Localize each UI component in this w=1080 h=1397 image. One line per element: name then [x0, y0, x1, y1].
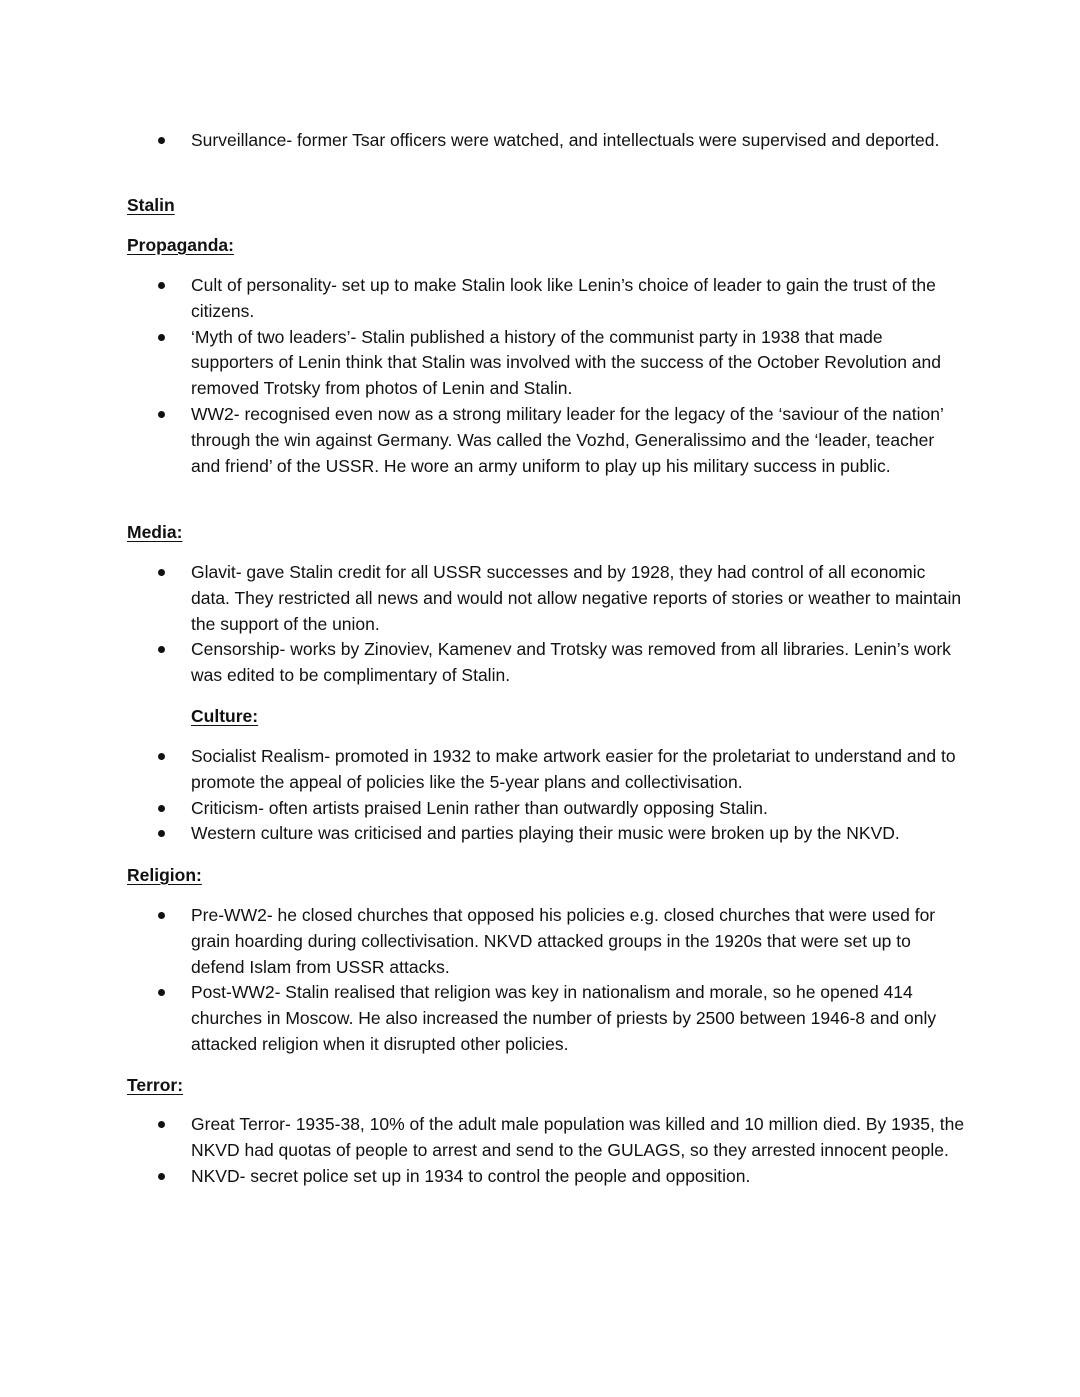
list-item: Criticism- often artists praised Lenin rather than outwardly opposing Stalin.: [127, 796, 967, 822]
propaganda-list: [127, 273, 967, 479]
section-heading-religion: Religion:: [127, 865, 202, 885]
list-item: Post-WW2- Stalin realised that religion was key in nationalism and morale, so he opened 414 churches in Moscow. He also increased the number of priests by 2500 between 1946-8 and only attacked religion when it disrupted other policies.: [127, 980, 967, 1057]
religion-list: [127, 903, 967, 1058]
section-heading-media: Media:: [127, 522, 183, 542]
media-list: [127, 560, 967, 689]
section-heading-culture: Culture:: [191, 706, 259, 726]
list-item: Censorship- works by Zinoviev, Kamenev and Trotsky was removed from all libraries. Lenin’s work was edited to be complimentary of Stalin.: [127, 637, 967, 689]
section-heading-stalin: Stalin: [127, 195, 175, 215]
list-item: Great Terror- 1935-38, 10% of the adult male population was killed and 10 million died. By 1935, the NKVD had quotas of people to arrest and send to the GULAGS, so they arrested innocent people.: [127, 1112, 967, 1164]
list-item: ‘Myth of two leaders’- Stalin published a history of the communist party in 1938 that made supporters of Lenin think that Stalin was involved with the success of the October Revolution and removed Trotsky from photos of Lenin and Stalin.: [127, 325, 967, 402]
list-item: Surveillance- former Tsar officers were watched, and intellectuals were supervised and deported.: [127, 128, 967, 154]
list-item: Glavit- gave Stalin credit for all USSR successes and by 1928, they had control of all economic data. They restricted all news and would not allow negative reports of stories or weather to maintain the support of the union.: [127, 560, 967, 637]
list-item: Socialist Realism- promoted in 1932 to make artwork easier for the proletariat to understand and to promote the appeal of policies like the 5-year plans and collectivisation.: [127, 744, 967, 796]
section-heading-propaganda: Propaganda:: [127, 235, 234, 255]
list-item: Pre-WW2- he closed churches that opposed his policies e.g. closed churches that were used for grain hoarding during collectivisation. NKVD attacked groups in the 1920s that were set up to defend Islam from USSR attacks.: [127, 903, 967, 980]
list-item: Cult of personality- set up to make Stalin look like Lenin’s choice of leader to gain the trust of the citizens.: [127, 273, 967, 325]
surveillance-list: [127, 128, 967, 154]
list-item: Western culture was criticised and parties playing their music were broken up by the NKVD.: [127, 821, 967, 847]
section-heading-terror: Terror:: [127, 1075, 184, 1095]
culture-list: [127, 744, 967, 847]
list-item: NKVD- secret police set up in 1934 to control the people and opposition.: [127, 1164, 967, 1190]
terror-list: [127, 1112, 967, 1189]
list-item: WW2- recognised even now as a strong military leader for the legacy of the ‘saviour of the nation’ through the win against Germany. Was called the Vozhd, Generalissimo and the ‘leader, teacher and friend’ of the USSR. He wore an army uniform to play up his military success in public.: [127, 402, 967, 479]
